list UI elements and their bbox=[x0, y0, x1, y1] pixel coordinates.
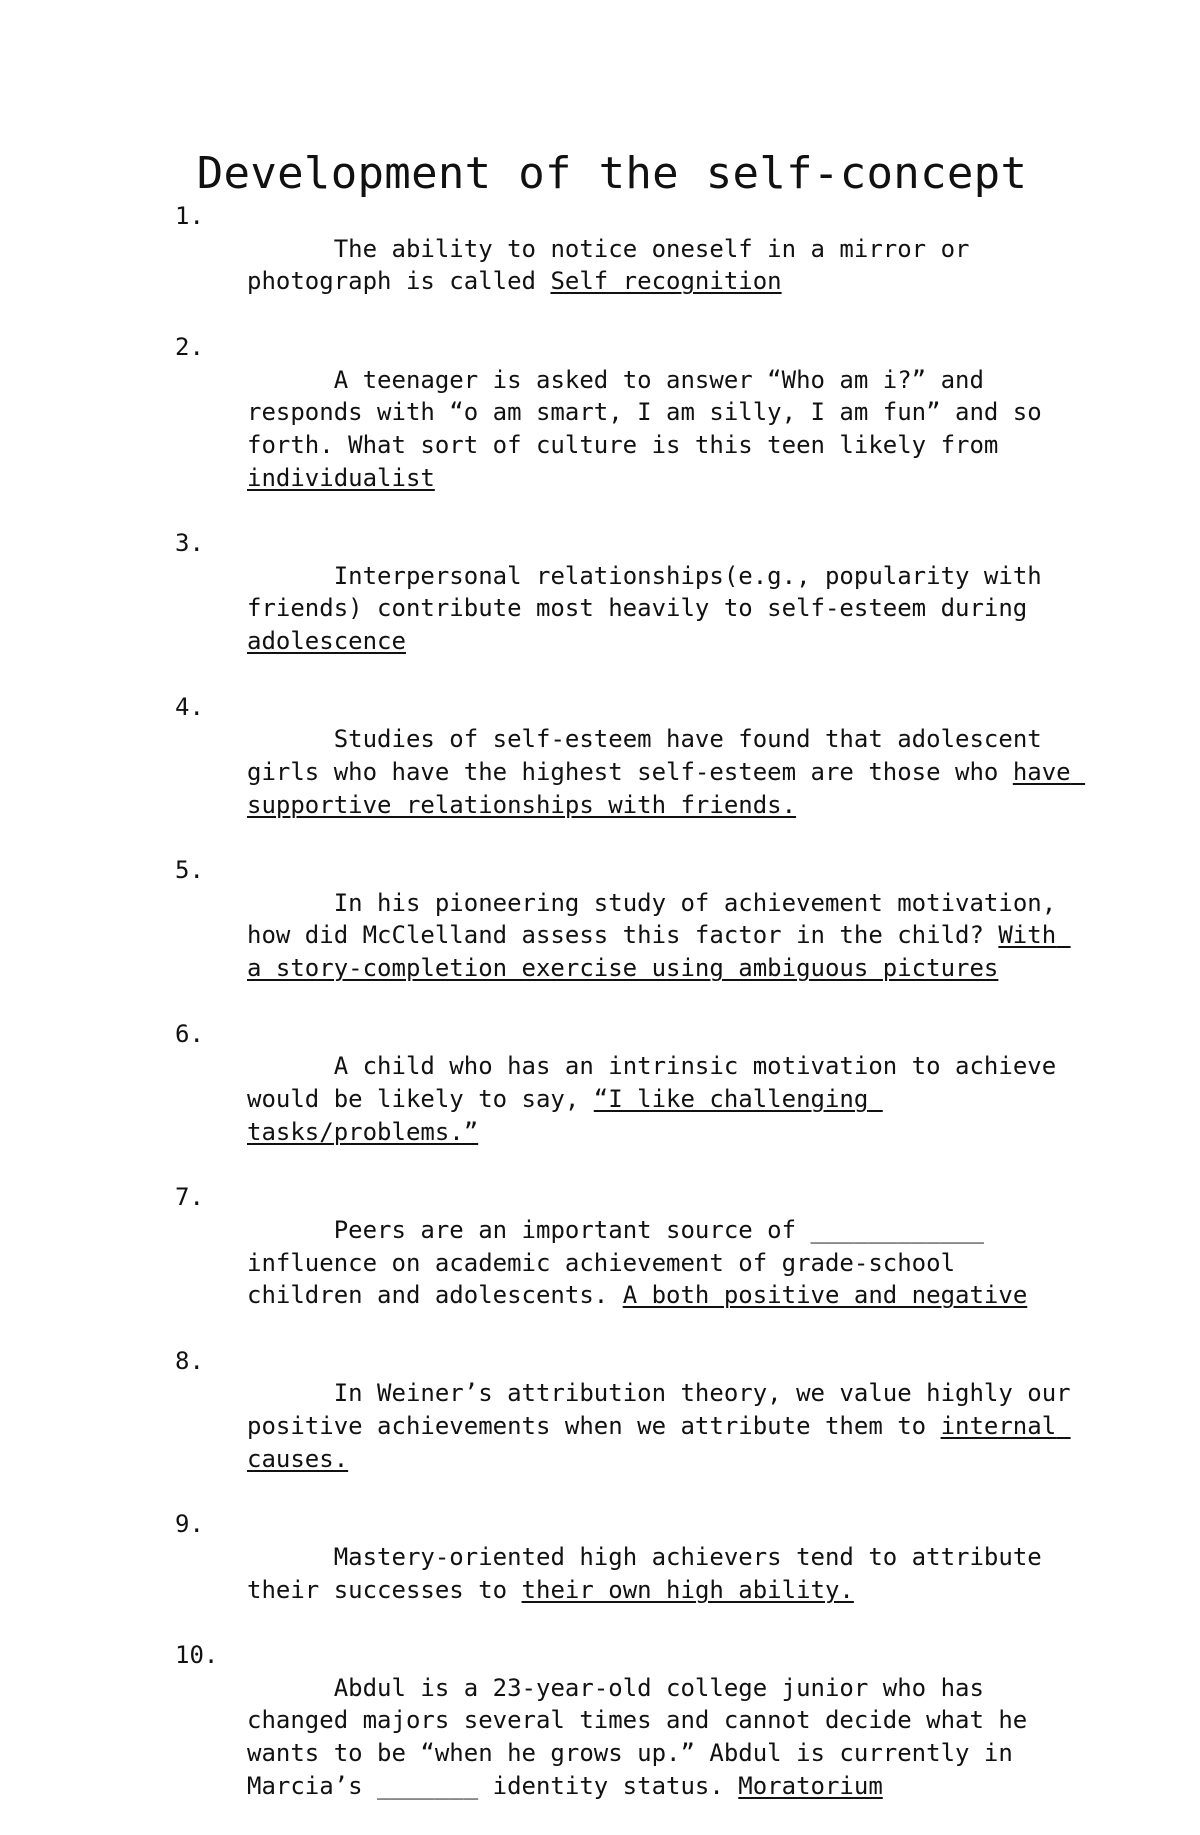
question-answer: With a story-completion exercise using ambiguous pictures bbox=[247, 921, 1071, 983]
question-answer: their own high ability. bbox=[521, 1575, 854, 1604]
question-answer: individualist bbox=[247, 463, 435, 492]
question-number: 1. bbox=[175, 202, 204, 230]
question-number: 5. bbox=[175, 856, 204, 885]
question-list bbox=[175, 200, 1086, 1835]
question-item bbox=[175, 1508, 1075, 1639]
question-number: 2. bbox=[175, 332, 204, 361]
question-answer: have supportive relationships with friends. bbox=[247, 757, 1086, 819]
question-text: Interpersonal relationships(e.g., popularity with friends) contribute most heavily to self-esteem during bbox=[247, 561, 1057, 623]
question-item bbox=[175, 1345, 1086, 1509]
question-text: In Weiner’s attribution theory, we value highly our positive achievements when we attribute them to bbox=[247, 1379, 1086, 1441]
question-number: 10. bbox=[175, 1640, 219, 1669]
question-number: 6. bbox=[175, 1019, 204, 1048]
question-answer: internal causes. bbox=[247, 1412, 1071, 1473]
question-answer: A both positive and negative bbox=[622, 1281, 1028, 1310]
question-item bbox=[175, 691, 1086, 855]
question-text: In his pioneering study of achievement motivation, how did McClelland assess this factor in the child? bbox=[247, 888, 1071, 950]
question-answer: adolescence bbox=[247, 627, 406, 656]
question-text: The ability to notice oneself in a mirror or photograph is called bbox=[247, 234, 984, 296]
question-item bbox=[175, 1018, 1075, 1182]
question-item bbox=[175, 200, 1075, 331]
question-number: 7. bbox=[175, 1183, 204, 1212]
question-answer: “I like challenging tasks/problems.” bbox=[247, 1084, 883, 1146]
question-number: 3. bbox=[175, 529, 204, 558]
question-answer: Self recognition bbox=[550, 267, 782, 296]
question-item bbox=[175, 527, 1075, 691]
question-number: 9. bbox=[175, 1510, 204, 1539]
question-item bbox=[175, 1639, 1075, 1835]
question-text: A teenager is asked to answer “Who am i?” and responds with “o am smart, I am silly, I am fun” and so forth. What sort of culture is this teen likely from bbox=[247, 365, 1057, 459]
question-item bbox=[175, 331, 1075, 527]
question-text: Peers are an important source of ____________ influence on academic achievement of grade-school children and adolescents. bbox=[247, 1215, 999, 1310]
question-answer: Moratorium bbox=[738, 1771, 883, 1800]
question-item bbox=[175, 854, 1075, 1018]
page-title: Development of the self-concept bbox=[196, 148, 1028, 199]
question-item bbox=[175, 1181, 1075, 1345]
question-text: Abdul is a 23-year-old college junior who has changed majors several times and cannot decide what he wants to be “when he grows up.” Abdul is currently in Marcia’s _______ identity status. bbox=[247, 1673, 1042, 1800]
question-number: 4. bbox=[175, 692, 204, 721]
question-text: Studies of self-esteem have found that adolescent girls who have the highest self-esteem are those who bbox=[247, 725, 1057, 786]
question-text: A child who has an intrinsic motivation to achieve would be likely to say, bbox=[247, 1052, 1071, 1113]
question-number: 8. bbox=[175, 1346, 204, 1375]
question-text: Mastery-oriented high achievers tend to attribute their successes to bbox=[247, 1542, 1057, 1604]
